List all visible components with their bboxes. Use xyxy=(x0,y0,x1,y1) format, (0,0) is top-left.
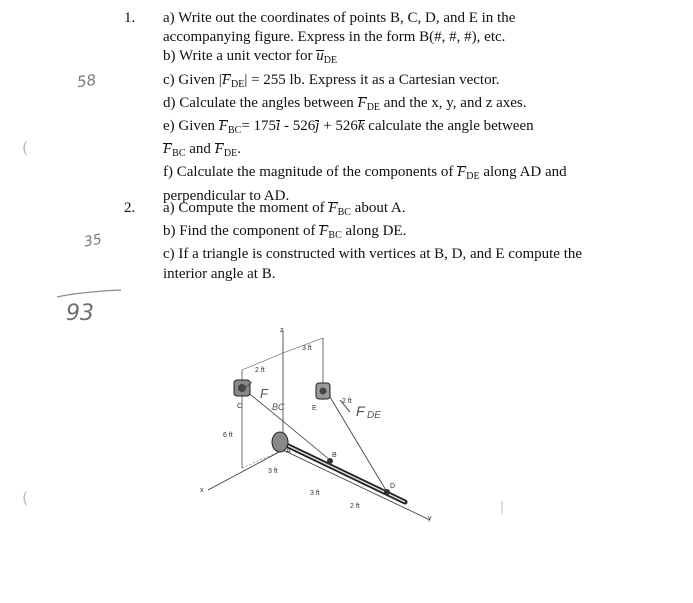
handwritten-score-1: 58 xyxy=(75,70,98,92)
hand-f-de: F xyxy=(356,403,365,419)
p2-a-text: a) Compute the moment of xyxy=(163,200,329,216)
dim-6ft: 6 ft xyxy=(223,432,233,439)
p1-line-a: a) Write out the coordinates of points B, C, D, and E in the xyxy=(163,10,516,26)
dim-3ft-a: 3 ft xyxy=(268,468,278,475)
y-axis-label: y xyxy=(428,515,432,522)
p1-e-k: k xyxy=(357,118,365,135)
p1-e-mid1: - 526 xyxy=(280,118,316,135)
p2-a-sub: BC xyxy=(337,207,351,218)
label-e: E xyxy=(312,405,317,412)
p1-c-vector: F xyxy=(221,71,231,88)
p1-b-sub: DE xyxy=(323,55,338,67)
p1-e-i: i xyxy=(276,118,281,135)
p2-a-vector: F xyxy=(328,200,338,216)
x-axis-label: x xyxy=(200,487,204,494)
handwritten-total-line xyxy=(55,288,125,300)
p2-b-text: b) Find the component of xyxy=(163,223,320,240)
problem-1-text xyxy=(163,9,683,206)
hand-de-sub: DE xyxy=(367,410,381,421)
p2-b-rest: along DE. xyxy=(341,223,407,240)
p1-e2-vector2: F xyxy=(214,141,224,158)
p1-f-vector: F xyxy=(457,164,467,181)
p2-a-rest: about A. xyxy=(350,200,406,216)
p1-line-e xyxy=(163,117,683,140)
p1-c-rest: | = 255 lb. Express it as a Cartesian vector. xyxy=(244,71,500,88)
p1-e-sub: BC xyxy=(227,125,242,137)
p1-e-text: e) Given xyxy=(163,118,219,135)
handwritten-total: 93 xyxy=(66,301,94,326)
mechanics-figure xyxy=(190,320,460,530)
p2-line-c2: interior angle at B. xyxy=(163,265,276,282)
p2-line-b xyxy=(163,222,683,245)
hand-f-bc: F xyxy=(260,386,268,401)
problem-2-text xyxy=(163,199,683,284)
p1-e2-sub2: DE xyxy=(223,148,238,160)
p1-d-sub: DE xyxy=(366,101,381,113)
p2-b-sub: BC xyxy=(328,230,342,242)
p1-e2-sub1: BC xyxy=(172,148,186,160)
p1-e-j: j xyxy=(315,118,320,135)
bracket-e-hole xyxy=(320,388,327,395)
p1-e-vector: F xyxy=(218,118,228,135)
problem-2-number: 2. xyxy=(124,200,136,216)
ground-line-1 xyxy=(242,450,283,468)
p1-e-tail: calculate the angle between xyxy=(364,118,534,135)
p1-f-rest: along AD and xyxy=(479,164,567,181)
p1-b-vector: u xyxy=(316,48,324,65)
p1-line-d xyxy=(163,94,683,117)
p1-line-f2: perpendicular to AD. xyxy=(163,187,290,204)
p1-f-text: f) Calculate the magnitude of the components of xyxy=(163,164,458,181)
z-axis-label: z xyxy=(280,327,284,334)
label-a: A xyxy=(286,448,291,455)
handwritten-score-2: 35 xyxy=(82,231,104,251)
label-b: B xyxy=(332,452,337,459)
p1-e2-end: . xyxy=(237,141,241,158)
p1-d-text: d) Calculate the angles between xyxy=(163,94,358,111)
dim-3ft-top: 3 ft xyxy=(302,345,312,352)
p1-e-rest: = 175 xyxy=(241,118,277,135)
faint-tick-mark: | xyxy=(500,500,505,514)
p2-line-a xyxy=(163,199,683,222)
dim-3ft-b: 3 ft xyxy=(310,490,320,497)
p1-b-text: b) Write a unit vector for xyxy=(163,48,317,65)
p1-d-vector: F xyxy=(357,94,367,111)
p1-e-mid2: + 526 xyxy=(319,118,358,135)
p1-line-a2: accompanying figure. Express in the form B(#, #, #), etc. xyxy=(163,29,506,46)
problem-1-number: 1. xyxy=(124,10,136,26)
p1-e2-vector1: F xyxy=(163,141,173,158)
p1-line-f xyxy=(163,163,683,186)
p1-c-text: c) Given | xyxy=(163,71,222,88)
p1-f-sub: DE xyxy=(466,171,480,183)
margin-paren-mark: ( xyxy=(22,138,29,157)
dim-2ft-mid: 2 ft xyxy=(342,398,352,405)
p1-line-b xyxy=(163,47,683,70)
p1-line-e2 xyxy=(163,140,683,163)
p1-line-c xyxy=(163,71,683,94)
p1-d-rest: and the x, y, and z axes. xyxy=(380,94,527,111)
margin-paren-mark-2: ( xyxy=(22,488,29,507)
label-d: D xyxy=(390,483,396,490)
p2-b-vector: F xyxy=(319,223,329,240)
dim-2ft-top: 2 ft xyxy=(255,367,265,374)
p2-line-c: c) If a triangle is constructed with vertices at B, D, and E compute the xyxy=(163,246,583,263)
dim-2ft-bot: 2 ft xyxy=(350,503,360,510)
p1-c-sub: DE xyxy=(231,78,245,90)
p1-e2-and: and xyxy=(185,141,215,158)
hand-bc-sub: BC xyxy=(272,402,285,412)
label-c: C xyxy=(237,403,243,410)
